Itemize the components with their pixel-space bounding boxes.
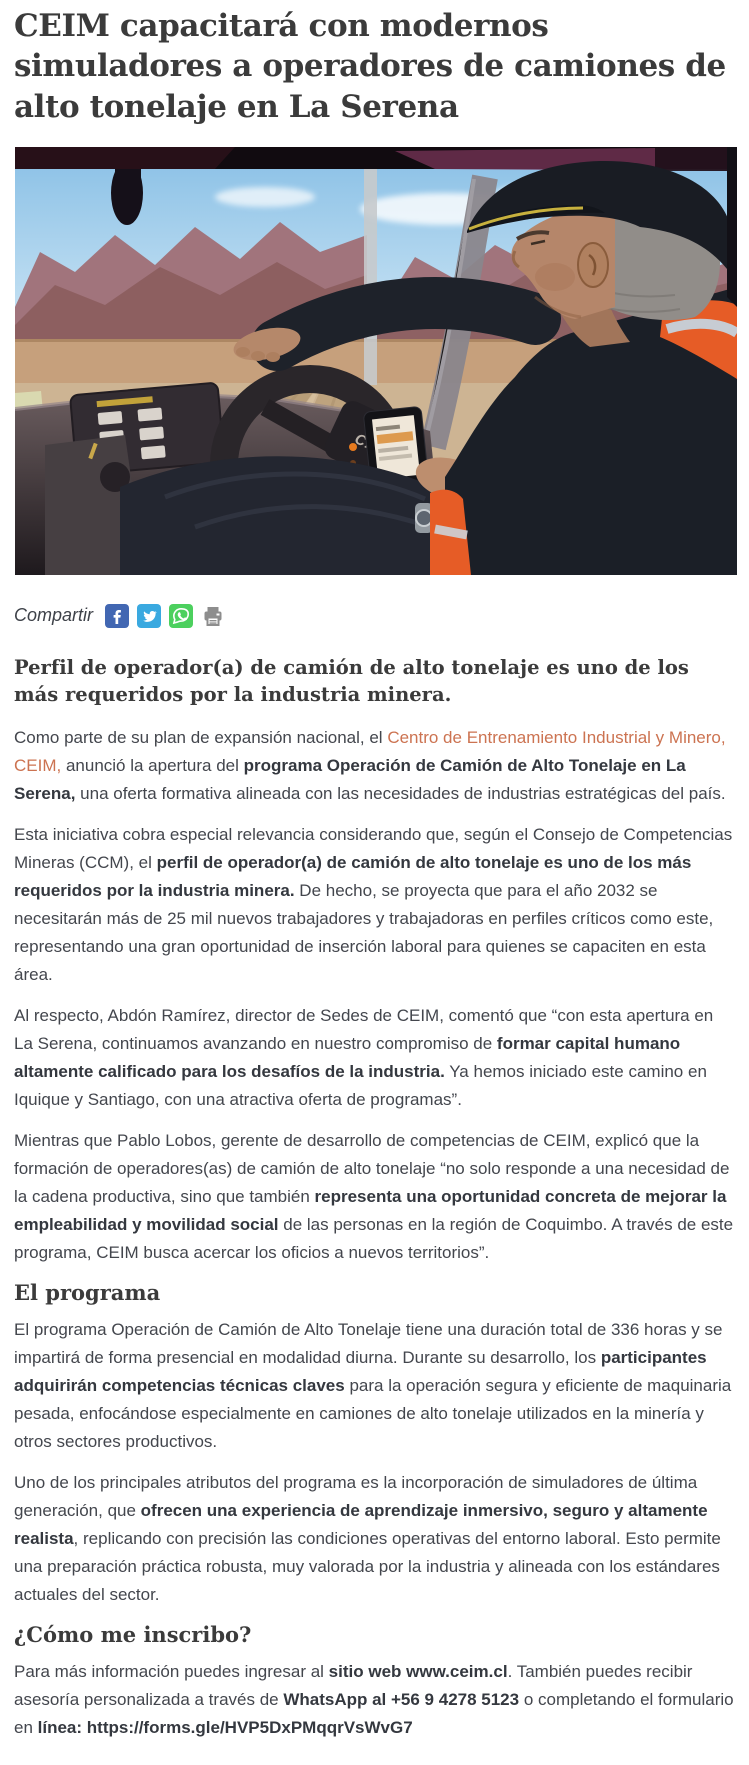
bold-text: representa una oportunidad concreta de mejorar la empleabilidad y movilidad social bbox=[14, 1187, 727, 1235]
body-text: Uno de los principales atributos del programa es la incorporación de simuladores de última generación, que bbox=[14, 1473, 698, 1521]
share-label: Compartir bbox=[14, 605, 94, 626]
body-text: Como parte de su plan de expansión nacional, el bbox=[14, 728, 388, 748]
twitter-share-button[interactable] bbox=[137, 604, 161, 628]
paragraph-ccm bbox=[14, 821, 736, 989]
body-text: Esta iniciativa cobra especial relevancia considerando que, según el Consejo de Competencias Mineras (CCM), el bbox=[14, 825, 733, 873]
body-text: Al respecto, Abdón Ramírez, director de Sedes de CEIM, comentó que “con esta apertura en La Serena, continuamos avanzando en nuestro compromiso de bbox=[14, 1006, 714, 1054]
twitter-icon bbox=[137, 604, 161, 628]
inline-link[interactable]: https://forms.gle/HVP5DxPMqqrVsWvG7 bbox=[86, 1718, 413, 1738]
bold-text: perfil de operador(a) de camión de alto tonelaje es uno de los más requeridos por la industria minera. bbox=[14, 853, 692, 901]
inline-link[interactable]: www.ceim.cl bbox=[406, 1662, 508, 1682]
paragraph-simuladores bbox=[14, 1469, 736, 1609]
body-text: De hecho, se proyecta que para el año 2032 se necesitarán más de 25 mil nuevos trabajadores y trabajadoras en perfiles críticos como este, representando una gran oportunidad de inserción laboral para quienes se capaciten en esta área. bbox=[14, 881, 714, 985]
body-text: de las personas en la región de Coquimbo. A través de este programa, CEIM busca acercar los oficios a nuevos territorios”. bbox=[14, 1215, 734, 1263]
paragraph-pablo-lobos-quote bbox=[14, 1127, 736, 1267]
whatsapp-share-button[interactable] bbox=[169, 604, 193, 628]
body-text: Mientras que Pablo Lobos, gerente de desarrollo de competencias de CEIM, explicó que la formación de operadores(as) de camión de alto tonelaje “no solo responde a una necesidad de la cadena productiva, sino que también bbox=[14, 1131, 730, 1207]
facebook-share-button[interactable] bbox=[105, 604, 129, 628]
body-text: Para más información puedes ingresar al bbox=[14, 1662, 329, 1682]
article-lede: Perfil de operador(a) de camión de alto tonelaje es uno de los más requeridos por la industria minera. bbox=[14, 655, 689, 707]
body-text: . También puedes recibir asesoría personalizada a través de bbox=[14, 1662, 693, 1710]
facebook-icon bbox=[105, 604, 129, 628]
body-text: , replicando con precisión las condiciones operativas del entorno laboral. Esto permite una preparación práctica robusta, muy valorada por la industria y alineada con los estándares actuales del sector. bbox=[14, 1529, 721, 1605]
inline-link[interactable]: Centro de Entrenamiento Industrial y Minero, CEIM, bbox=[14, 728, 726, 776]
body-text: Ya hemos iniciado este camino en Iquique y Santiago, con una atractiva oferta de programas”. bbox=[14, 1062, 707, 1110]
body-text: para la operación segura y eficiente de maquinaria pesada, enfocándose especialmente en camiones de alto tonelaje utilizados en la minería y otros sectores productivos. bbox=[14, 1376, 732, 1452]
bold-text: sitio web bbox=[328, 1662, 402, 1682]
body-text: una oferta formativa alineada con las necesidades de industrias estratégicas del país. bbox=[75, 784, 726, 804]
whatsapp-icon bbox=[169, 604, 193, 628]
bold-text: ofrecen una experiencia de aprendizaje inmersivo, seguro y altamente realista bbox=[14, 1501, 708, 1549]
bold-text: línea: bbox=[37, 1718, 83, 1738]
section-heading-inscribo: ¿Cómo me inscribo? bbox=[14, 1622, 252, 1648]
bold-text: programa Operación de Camión de Alto Tonelaje en La Serena, bbox=[14, 756, 686, 804]
paragraph-contacto bbox=[14, 1658, 736, 1742]
body-text: El programa Operación de Camión de Alto Tonelaje tiene una duración total de 336 horas y se impartirá de forma presencial en modalidad diurna. Durante su desarrollo, los bbox=[14, 1320, 723, 1368]
print-button[interactable] bbox=[201, 604, 225, 628]
paragraph-intro bbox=[14, 724, 736, 808]
page-title: CEIM capacitará con modernos simuladores a operadores de camiones de alto tonelaje en La Serena bbox=[14, 8, 726, 125]
body-text: o completando el formulario en bbox=[14, 1690, 734, 1738]
paragraph-programa-detalle bbox=[14, 1316, 736, 1456]
print-icon bbox=[201, 604, 225, 628]
hero-image bbox=[15, 147, 737, 575]
section-heading-programa: El programa bbox=[14, 1280, 161, 1306]
body-text: anunció la apertura del bbox=[61, 756, 244, 776]
share-row bbox=[14, 603, 736, 629]
bold-text: WhatsApp al +56 9 4278 5123 bbox=[283, 1690, 520, 1710]
bold-text: participantes adquirirán competencias técnicas claves bbox=[14, 1348, 707, 1396]
simulator-photo-illustration bbox=[15, 147, 737, 575]
bold-text: formar capital humano altamente calificado para los desafíos de la industria. bbox=[14, 1034, 681, 1082]
paragraph-abdon-ramirez-quote bbox=[14, 1002, 736, 1114]
share-icons bbox=[105, 604, 225, 628]
